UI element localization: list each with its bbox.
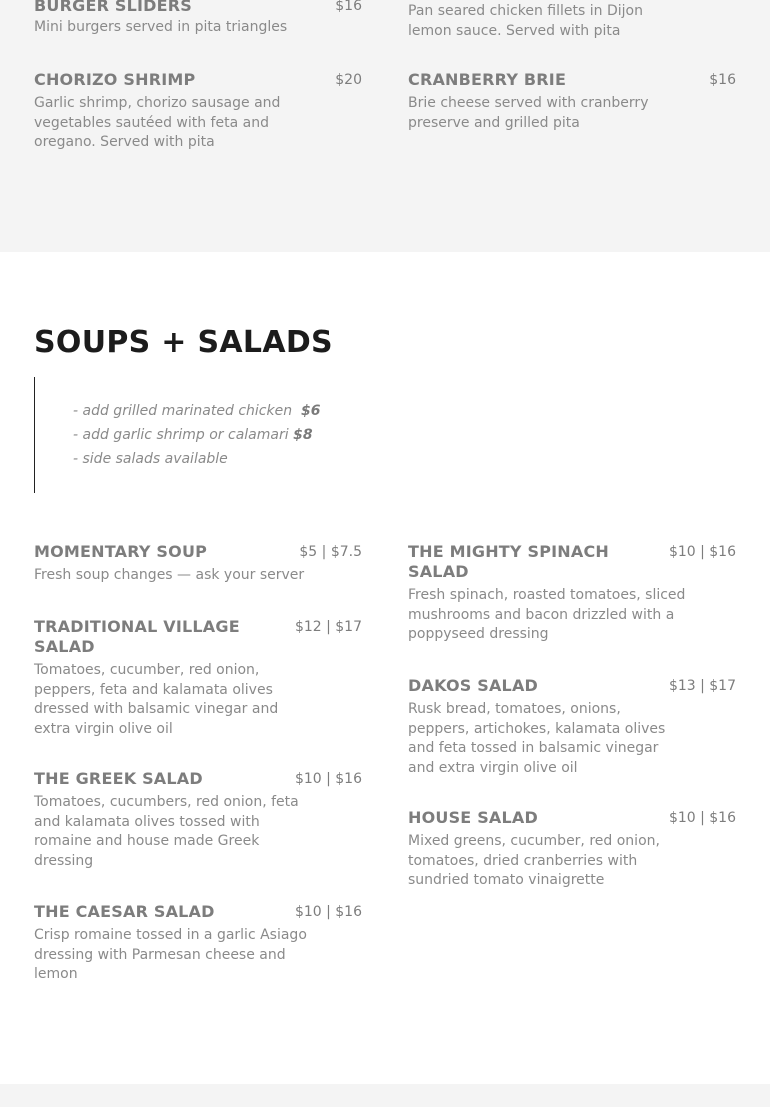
- menu-item: [408, 2, 736, 41]
- note-text: - add grilled marinated chicken: [73, 403, 293, 419]
- menu-item-description: Fresh spinach, roasted tomatoes, sliced mushrooms and bacon drizzled with a poppyseed dressing: [408, 587, 686, 643]
- menu-item: [34, 617, 362, 739]
- menu-item-description: Crisp romaine tossed in a garlic Asiago dressing with Parmesan cheese and lemon: [34, 927, 307, 983]
- menu-item-price: $5 | $7.5: [299, 544, 362, 560]
- note-line: [73, 427, 313, 443]
- section-title: SOUPS + SALADS: [34, 325, 333, 360]
- menu-item-description: Brie cheese served with cranberry preserve and grilled pita: [408, 95, 649, 131]
- menu-item-name: THE GREEK SALAD: [34, 769, 203, 788]
- menu-item-name: TRADITIONAL VILLAGE SALAD: [34, 617, 240, 656]
- menu-item-description: Mixed greens, cucumber, red onion, tomatoes, dried cranberries with sundried tomato vinaigrette: [408, 833, 660, 889]
- menu-item-description: Garlic shrimp, chorizo sausage and vegetables sautéed with feta and oregano. Served with pita: [34, 95, 281, 151]
- menu-item-name: CRANBERRY BRIE: [408, 70, 567, 89]
- menu-item-name: MOMENTARY SOUP: [34, 542, 208, 561]
- note-price: $6: [300, 403, 321, 419]
- note-line: [73, 403, 320, 419]
- menu-item-price: $10 | $16: [668, 544, 736, 560]
- menu-item-description: Mini burgers served in pita triangles: [34, 19, 288, 35]
- menu-item-name: CHORIZO SHRIMP: [34, 70, 196, 89]
- menu-item-price: $16: [709, 72, 736, 88]
- menu-item: [34, 902, 362, 985]
- menu-item-price: $13 | $17: [668, 678, 736, 694]
- menu-item-name: BURGER SLIDERS: [34, 0, 192, 15]
- menu-item-price: $12 | $17: [294, 619, 362, 635]
- menu-item-price: $20: [335, 72, 362, 88]
- menu-item-name: HOUSE SALAD: [408, 808, 538, 827]
- menu-item-price: $16: [335, 0, 362, 14]
- note-price: $8: [293, 427, 313, 443]
- note-text: - add garlic shrimp or calamari: [73, 427, 289, 443]
- menu-item: [408, 542, 736, 645]
- note-line: [73, 451, 228, 467]
- menu-item-description: Fresh soup changes — ask your server: [34, 567, 305, 583]
- menu-item: [34, 0, 362, 38]
- menu-item-name: THE CAESAR SALAD: [34, 902, 215, 921]
- menu-item-description: Tomatoes, cucumbers, red onion, feta and kalamata olives tossed with romaine and house made Greek dressing: [34, 794, 299, 869]
- menu-item-description: Pan seared chicken fillets in Dijon lemon sauce. Served with pita: [408, 3, 643, 39]
- menu-item-price: $10 | $16: [294, 771, 362, 787]
- menu-item-price: $10 | $16: [294, 904, 362, 920]
- menu-item: [34, 769, 362, 871]
- menu-item: [34, 70, 362, 153]
- menu-item-description: Rusk bread, tomatoes, onions, peppers, artichokes, kalamata olives and feta tossed in balsamic vinegar and extra virgin olive oil: [408, 701, 666, 776]
- next-section: [0, 1084, 770, 1107]
- menu-item-name: THE MIGHTY SPINACH SALAD: [408, 542, 609, 581]
- menu-item: [34, 542, 362, 586]
- note-text: - side salads available: [73, 451, 228, 467]
- menu-item-description: Tomatoes, cucumber, red onion, peppers, feta and kalamata olives dressed with balsamic vinegar and extra virgin olive oil: [34, 662, 279, 737]
- menu-item-price: $10 | $16: [668, 810, 736, 826]
- menu-item-name: DAKOS SALAD: [408, 676, 539, 695]
- menu-item: [408, 676, 736, 778]
- menu-item: [408, 808, 736, 891]
- menu-item: [408, 70, 736, 133]
- add-ons-notes: [34, 377, 435, 493]
